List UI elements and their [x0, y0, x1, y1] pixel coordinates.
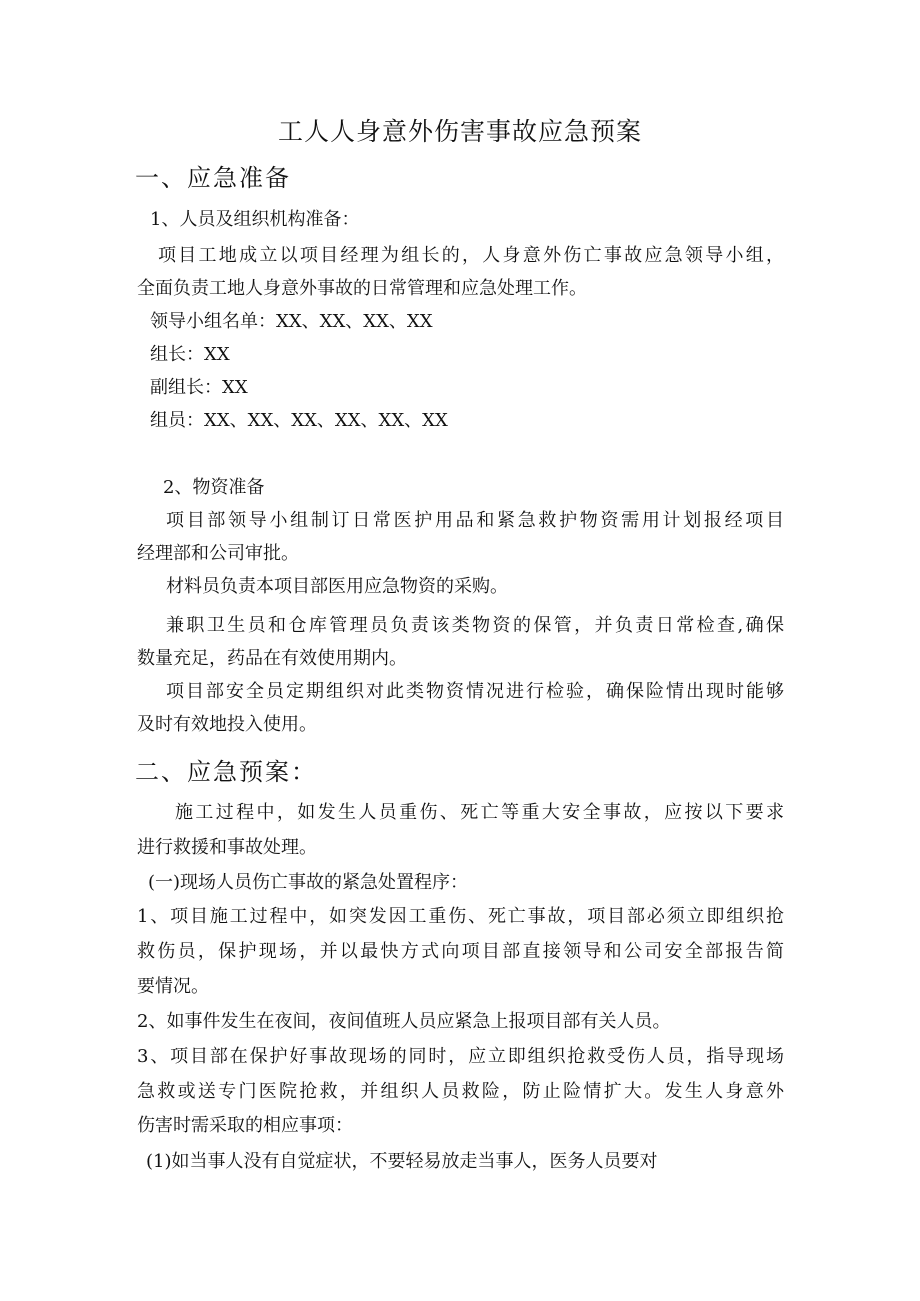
paragraph-line: 及时有效地投入使用。: [137, 714, 317, 735]
paragraph-line: 数量充足，药品在有效使用期内。: [137, 648, 407, 669]
paragraph-line: 项目工地成立以项目经理为组长的，人身意外伤亡事故应急领导小组，: [158, 245, 784, 266]
members-entry: 组员：XX、XX、XX、XX、XX、XX: [150, 410, 448, 431]
paragraph-line: 项目部领导小组制订日常医护用品和紧急救护物资需用计划报经项目: [166, 510, 784, 531]
list-item: 急救或送专门医院抢救，并组织人员救险，防止险情扩大。发生人身意外: [137, 1081, 784, 1102]
paragraph-line: 材料员负责本项目部医用应急物资的采购。: [166, 576, 508, 597]
paragraph-line: 全面负责工地人身意外事故的日常管理和应急处理工作。: [137, 278, 587, 299]
subsection-heading-procedure: (一)现场人员伤亡事故的紧急处置程序：: [148, 872, 469, 893]
list-subitem: (1)如当事人没有自觉症状，不要轻易放走当事人，医务人员要对: [146, 1151, 658, 1172]
section-heading-preparation: 一、应急准备: [135, 164, 291, 192]
list-item: 伤害时需采取的相应事项：: [137, 1115, 353, 1136]
paragraph-line: 施工过程中，如发生人员重伤、死亡等重大安全事故，应按以下要求: [175, 802, 784, 823]
subsection-heading-personnel: 1、人员及组织机构准备：: [150, 209, 360, 230]
deputy-leader-entry: 副组长：XX: [150, 377, 248, 398]
leaders-list: 领导小组名单：XX、XX、XX、XX: [150, 311, 433, 332]
list-item: 1、项目施工过程中，如突发因工重伤、死亡事故，项目部必须立即组织抢: [137, 906, 784, 927]
document-title: 工人人身意外伤害事故应急预案: [277, 117, 642, 146]
list-item: 要情况。: [137, 976, 209, 997]
paragraph-line: 兼职卫生员和仓库管理员负责该类物资的保管，并负责日常检查,确保: [166, 615, 784, 636]
section-heading-plan: 二、应急预案：: [135, 758, 317, 786]
subsection-heading-materials: 2、物资准备: [163, 477, 265, 498]
paragraph-line: 进行救援和事故处理。: [137, 837, 317, 858]
list-item: 2、如事件发生在夜间，夜间值班人员应紧急上报项目部有关人员。: [137, 1011, 671, 1032]
list-item: 救伤员，保护现场，并以最快方式向项目部直接领导和公司安全部报告简: [137, 941, 784, 962]
paragraph-line: 经理部和公司审批。: [137, 543, 299, 564]
list-item: 3、项目部在保护好事故现场的同时，应立即组织抢救受伤人员，指导现场: [137, 1046, 784, 1067]
paragraph-line: 项目部安全员定期组织对此类物资情况进行检验，确保险情出现时能够: [166, 681, 784, 702]
leader-entry: 组长：XX: [150, 344, 230, 365]
